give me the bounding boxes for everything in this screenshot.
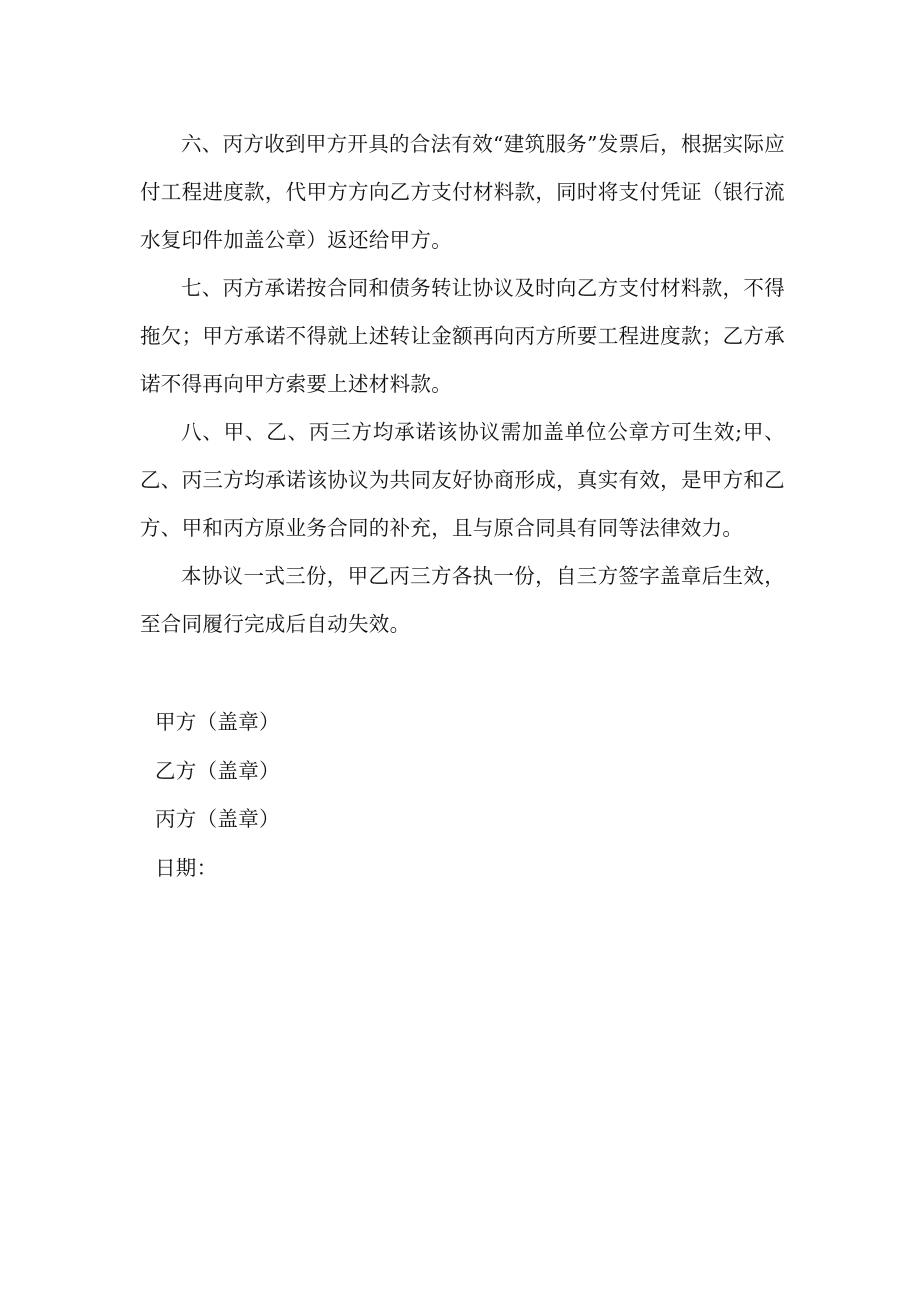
- closing-clause: 本协议一式三份，甲乙丙三方各执一份，自三方签字盖章后生效，至合同履行完成后自动失效。: [140, 564, 785, 636]
- signature-block: [155, 698, 555, 892]
- clause-six: 六、丙方收到甲方开具的合法有效“建筑服务”发票后，根据实际应付工程进度款，代甲方方向乙方支付材料款，同时将支付凭证（银行流水复印件加盖公章）返还给甲方。: [140, 132, 785, 252]
- party-b-seal: 乙方（盖章）: [155, 758, 280, 783]
- agreement-body: [140, 120, 785, 648]
- party-c-seal: 丙方（盖章）: [155, 807, 280, 831]
- party-a-seal: 甲方（盖章）: [155, 710, 280, 734]
- date-label: 日期：: [155, 855, 218, 880]
- clause-seven: 七、丙方承诺按合同和债务转让协议及时向乙方支付材料款，不得拖欠；甲方承诺不得就上述转让金额再向丙方所要工程进度款；乙方承诺不得再向甲方索要上述材料款。: [140, 276, 785, 396]
- clause-eight: 八、甲、乙、丙三方均承诺该协议需加盖单位公章方可生效;甲、乙、丙三方均承诺该协议为共同友好协商形成，真实有效，是甲方和乙方、甲和丙方原业务合同的补充，且与原合同具有同等法律效力。: [140, 420, 785, 540]
